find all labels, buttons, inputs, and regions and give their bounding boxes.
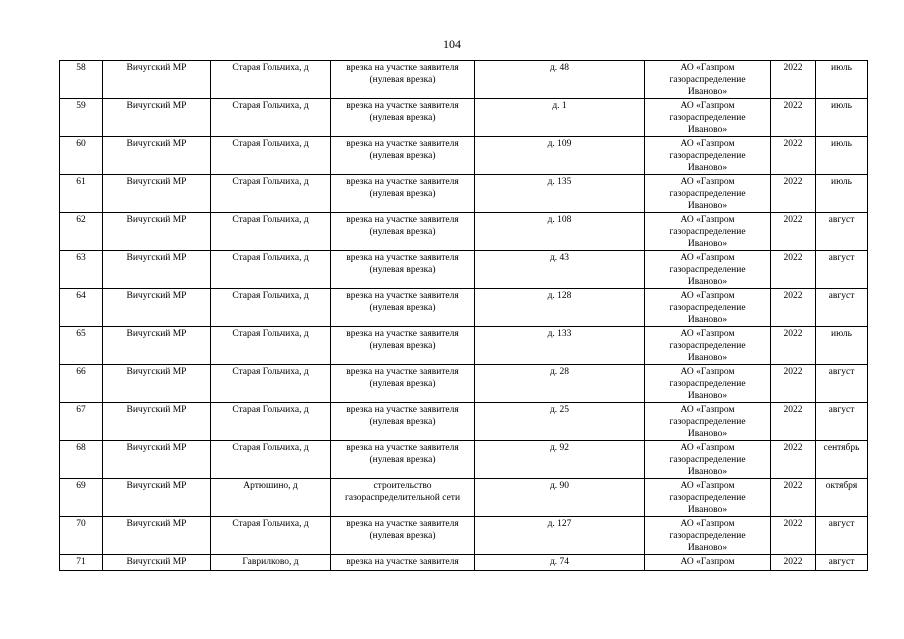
settlement-cell: Старая Гольчиха, д bbox=[211, 327, 331, 365]
work-type-line: (нулевая врезка) bbox=[369, 379, 436, 389]
work-type-line: врезка на участке заявителя bbox=[346, 405, 459, 415]
table-row bbox=[60, 441, 868, 479]
organization-line: газораспределение bbox=[669, 151, 746, 161]
page-number: 104 bbox=[443, 37, 461, 51]
organization-cell bbox=[645, 175, 771, 213]
address-cell: д. 135 bbox=[475, 175, 645, 213]
year-cell: 2022 bbox=[771, 555, 816, 571]
table-row bbox=[60, 251, 868, 289]
table-row bbox=[60, 403, 868, 441]
address-cell: д. 127 bbox=[475, 517, 645, 555]
organization-cell bbox=[645, 403, 771, 441]
month-cell: июль bbox=[816, 137, 868, 175]
address-cell: д. 90 bbox=[475, 479, 645, 517]
district-cell: Вичугский МР bbox=[103, 555, 211, 571]
organization-line: газораспределение bbox=[669, 227, 746, 237]
organization-line: АО «Газпром bbox=[680, 291, 735, 301]
district-cell: Вичугский МР bbox=[103, 289, 211, 327]
address-cell: д. 28 bbox=[475, 365, 645, 403]
organization-line: АО «Газпром bbox=[680, 215, 735, 225]
organization-line: АО «Газпром bbox=[680, 443, 735, 453]
organization-line: АО «Газпром bbox=[680, 557, 735, 567]
row-number-cell: 60 bbox=[60, 137, 103, 175]
district-cell: Вичугский МР bbox=[103, 99, 211, 137]
organization-line: газораспределение bbox=[669, 455, 746, 465]
organization-cell bbox=[645, 441, 771, 479]
organization-line: газораспределение bbox=[669, 493, 746, 503]
organization-cell bbox=[645, 99, 771, 137]
address-cell: д. 92 bbox=[475, 441, 645, 479]
work-type-cell bbox=[331, 555, 475, 571]
year-cell: 2022 bbox=[771, 175, 816, 213]
address-cell: д. 25 bbox=[475, 403, 645, 441]
organization-line: Иваново» bbox=[687, 353, 728, 363]
year-cell: 2022 bbox=[771, 213, 816, 251]
month-cell: июль bbox=[816, 99, 868, 137]
district-cell: Вичугский МР bbox=[103, 365, 211, 403]
organization-line: газораспределение bbox=[669, 265, 746, 275]
month-cell: июль bbox=[816, 61, 868, 99]
work-type-cell bbox=[331, 441, 475, 479]
district-cell: Вичугский МР bbox=[103, 137, 211, 175]
table-row bbox=[60, 137, 868, 175]
organization-line: Иваново» bbox=[687, 543, 728, 553]
row-number-cell: 68 bbox=[60, 441, 103, 479]
organization-line: газораспределение bbox=[669, 75, 746, 85]
work-type-cell bbox=[331, 137, 475, 175]
table-body bbox=[60, 61, 868, 571]
month-cell: август bbox=[816, 251, 868, 289]
table-row bbox=[60, 289, 868, 327]
district-cell: Вичугский МР bbox=[103, 479, 211, 517]
table-row bbox=[60, 175, 868, 213]
settlement-cell: Старая Гольчиха, д bbox=[211, 517, 331, 555]
work-type-line: врезка на участке заявителя bbox=[346, 177, 459, 187]
address-cell: д. 133 bbox=[475, 327, 645, 365]
organization-line: газораспределение bbox=[669, 531, 746, 541]
month-cell: август bbox=[816, 365, 868, 403]
organization-cell bbox=[645, 517, 771, 555]
month-cell: июль bbox=[816, 175, 868, 213]
organization-line: АО «Газпром bbox=[680, 367, 735, 377]
year-cell: 2022 bbox=[771, 517, 816, 555]
work-type-line: врезка на участке заявителя bbox=[346, 215, 459, 225]
organization-line: АО «Газпром bbox=[680, 253, 735, 263]
organization-line: АО «Газпром bbox=[680, 519, 735, 529]
year-cell: 2022 bbox=[771, 365, 816, 403]
organization-line: АО «Газпром bbox=[680, 101, 735, 111]
settlement-cell: Старая Гольчиха, д bbox=[211, 61, 331, 99]
month-cell: сентябрь bbox=[816, 441, 868, 479]
year-cell: 2022 bbox=[771, 441, 816, 479]
organization-line: АО «Газпром bbox=[680, 329, 735, 339]
work-type-cell bbox=[331, 61, 475, 99]
year-cell: 2022 bbox=[771, 99, 816, 137]
address-cell: д. 48 bbox=[475, 61, 645, 99]
table-row bbox=[60, 555, 868, 571]
district-cell: Вичугский МР bbox=[103, 517, 211, 555]
row-number-cell: 64 bbox=[60, 289, 103, 327]
district-cell: Вичугский МР bbox=[103, 403, 211, 441]
organization-line: Иваново» bbox=[687, 277, 728, 287]
organization-cell bbox=[645, 137, 771, 175]
work-type-line: (нулевая врезка) bbox=[369, 417, 436, 427]
organization-cell bbox=[645, 327, 771, 365]
work-type-line: (нулевая врезка) bbox=[369, 455, 436, 465]
address-cell: д. 108 bbox=[475, 213, 645, 251]
organization-line: Иваново» bbox=[687, 239, 728, 249]
work-type-line: врезка на участке заявителя bbox=[346, 557, 459, 567]
organization-cell bbox=[645, 289, 771, 327]
work-type-line: врезка на участке заявителя bbox=[346, 101, 459, 111]
district-cell: Вичугский МР bbox=[103, 213, 211, 251]
work-type-cell bbox=[331, 517, 475, 555]
row-number-cell: 61 bbox=[60, 175, 103, 213]
organization-line: Иваново» bbox=[687, 391, 728, 401]
work-type-cell bbox=[331, 99, 475, 137]
month-cell: август bbox=[816, 213, 868, 251]
organization-line: газораспределение bbox=[669, 341, 746, 351]
settlement-cell: Старая Гольчиха, д bbox=[211, 441, 331, 479]
organization-line: газораспределение bbox=[669, 113, 746, 123]
table-row bbox=[60, 479, 868, 517]
organization-line: Иваново» bbox=[687, 87, 728, 97]
address-cell: д. 43 bbox=[475, 251, 645, 289]
work-type-line: врезка на участке заявителя bbox=[346, 443, 459, 453]
work-type-line: (нулевая врезка) bbox=[369, 189, 436, 199]
district-cell: Вичугский МР bbox=[103, 61, 211, 99]
work-type-line: врезка на участке заявителя bbox=[346, 253, 459, 263]
settlement-cell: Старая Гольчиха, д bbox=[211, 365, 331, 403]
address-cell: д. 128 bbox=[475, 289, 645, 327]
table-row bbox=[60, 99, 868, 137]
settlement-cell: Старая Гольчиха, д bbox=[211, 289, 331, 327]
address-cell: д. 74 bbox=[475, 555, 645, 571]
work-type-line: (нулевая врезка) bbox=[369, 113, 436, 123]
row-number-cell: 62 bbox=[60, 213, 103, 251]
settlement-cell: Старая Гольчиха, д bbox=[211, 175, 331, 213]
work-type-line: врезка на участке заявителя bbox=[346, 139, 459, 149]
district-cell: Вичугский МР bbox=[103, 327, 211, 365]
work-type-line: (нулевая врезка) bbox=[369, 227, 436, 237]
organization-cell bbox=[645, 213, 771, 251]
organization-line: Иваново» bbox=[687, 315, 728, 325]
organization-line: АО «Газпром bbox=[680, 63, 735, 73]
organization-cell bbox=[645, 61, 771, 99]
row-number-cell: 70 bbox=[60, 517, 103, 555]
table-row bbox=[60, 327, 868, 365]
address-cell: д. 1 bbox=[475, 99, 645, 137]
month-cell: август bbox=[816, 555, 868, 571]
work-type-line: (нулевая врезка) bbox=[369, 75, 436, 85]
organization-line: Иваново» bbox=[687, 467, 728, 477]
month-cell: июль bbox=[816, 327, 868, 365]
organization-line: газораспределение bbox=[669, 417, 746, 427]
work-type-line: (нулевая врезка) bbox=[369, 151, 436, 161]
organization-line: АО «Газпром bbox=[680, 481, 735, 491]
settlement-cell: Старая Гольчиха, д bbox=[211, 213, 331, 251]
work-type-line: врезка на участке заявителя bbox=[346, 63, 459, 73]
work-type-cell bbox=[331, 365, 475, 403]
row-number-cell: 71 bbox=[60, 555, 103, 571]
year-cell: 2022 bbox=[771, 479, 816, 517]
work-type-line: (нулевая врезка) bbox=[369, 341, 436, 351]
organization-line: Иваново» bbox=[687, 429, 728, 439]
month-cell: август bbox=[816, 403, 868, 441]
organization-cell bbox=[645, 251, 771, 289]
row-number-cell: 58 bbox=[60, 61, 103, 99]
row-number-cell: 63 bbox=[60, 251, 103, 289]
district-cell: Вичугский МР bbox=[103, 251, 211, 289]
work-type-cell bbox=[331, 289, 475, 327]
table-row bbox=[60, 365, 868, 403]
row-number-cell: 67 bbox=[60, 403, 103, 441]
organization-line: газораспределение bbox=[669, 303, 746, 313]
settlement-cell: Старая Гольчиха, д bbox=[211, 403, 331, 441]
organization-cell bbox=[645, 555, 771, 571]
settlement-cell: Артюшино, д bbox=[211, 479, 331, 517]
organization-line: газораспределение bbox=[669, 379, 746, 389]
organization-line: Иваново» bbox=[687, 163, 728, 173]
work-type-line: (нулевая врезка) bbox=[369, 265, 436, 275]
organization-line: газораспределение bbox=[669, 189, 746, 199]
month-cell: август bbox=[816, 517, 868, 555]
organization-cell bbox=[645, 479, 771, 517]
work-type-cell bbox=[331, 327, 475, 365]
organization-line: АО «Газпром bbox=[680, 139, 735, 149]
district-cell: Вичугский МР bbox=[103, 441, 211, 479]
year-cell: 2022 bbox=[771, 61, 816, 99]
district-cell: Вичугский МР bbox=[103, 175, 211, 213]
table-row bbox=[60, 61, 868, 99]
work-type-cell bbox=[331, 175, 475, 213]
work-type-line: врезка на участке заявителя bbox=[346, 291, 459, 301]
organization-cell bbox=[645, 365, 771, 403]
organization-line: Иваново» bbox=[687, 125, 728, 135]
row-number-cell: 59 bbox=[60, 99, 103, 137]
work-type-line: строительство bbox=[373, 481, 432, 491]
year-cell: 2022 bbox=[771, 403, 816, 441]
work-type-cell bbox=[331, 213, 475, 251]
work-type-cell bbox=[331, 403, 475, 441]
work-type-line: врезка на участке заявителя bbox=[346, 329, 459, 339]
settlement-cell: Гаврилково, д bbox=[211, 555, 331, 571]
work-type-line: газораспределительной сети bbox=[344, 493, 461, 503]
year-cell: 2022 bbox=[771, 289, 816, 327]
work-type-line: (нулевая врезка) bbox=[369, 303, 436, 313]
work-type-cell bbox=[331, 479, 475, 517]
year-cell: 2022 bbox=[771, 137, 816, 175]
month-cell: октября bbox=[816, 479, 868, 517]
address-cell: д. 109 bbox=[475, 137, 645, 175]
row-number-cell: 66 bbox=[60, 365, 103, 403]
organization-line: АО «Газпром bbox=[680, 177, 735, 187]
work-type-line: врезка на участке заявителя bbox=[346, 519, 459, 529]
organization-line: Иваново» bbox=[687, 505, 728, 515]
year-cell: 2022 bbox=[771, 327, 816, 365]
month-cell: август bbox=[816, 289, 868, 327]
settlement-cell: Старая Гольчиха, д bbox=[211, 251, 331, 289]
work-type-cell bbox=[331, 251, 475, 289]
gas-connection-table bbox=[59, 60, 868, 571]
organization-line: АО «Газпром bbox=[680, 405, 735, 415]
organization-line: Иваново» bbox=[687, 201, 728, 211]
table-row bbox=[60, 213, 868, 251]
table-row bbox=[60, 517, 868, 555]
settlement-cell: Старая Гольчиха, д bbox=[211, 99, 331, 137]
row-number-cell: 69 bbox=[60, 479, 103, 517]
work-type-line: (нулевая врезка) bbox=[369, 531, 436, 541]
work-type-line: врезка на участке заявителя bbox=[346, 367, 459, 377]
year-cell: 2022 bbox=[771, 251, 816, 289]
row-number-cell: 65 bbox=[60, 327, 103, 365]
settlement-cell: Старая Гольчиха, д bbox=[211, 137, 331, 175]
